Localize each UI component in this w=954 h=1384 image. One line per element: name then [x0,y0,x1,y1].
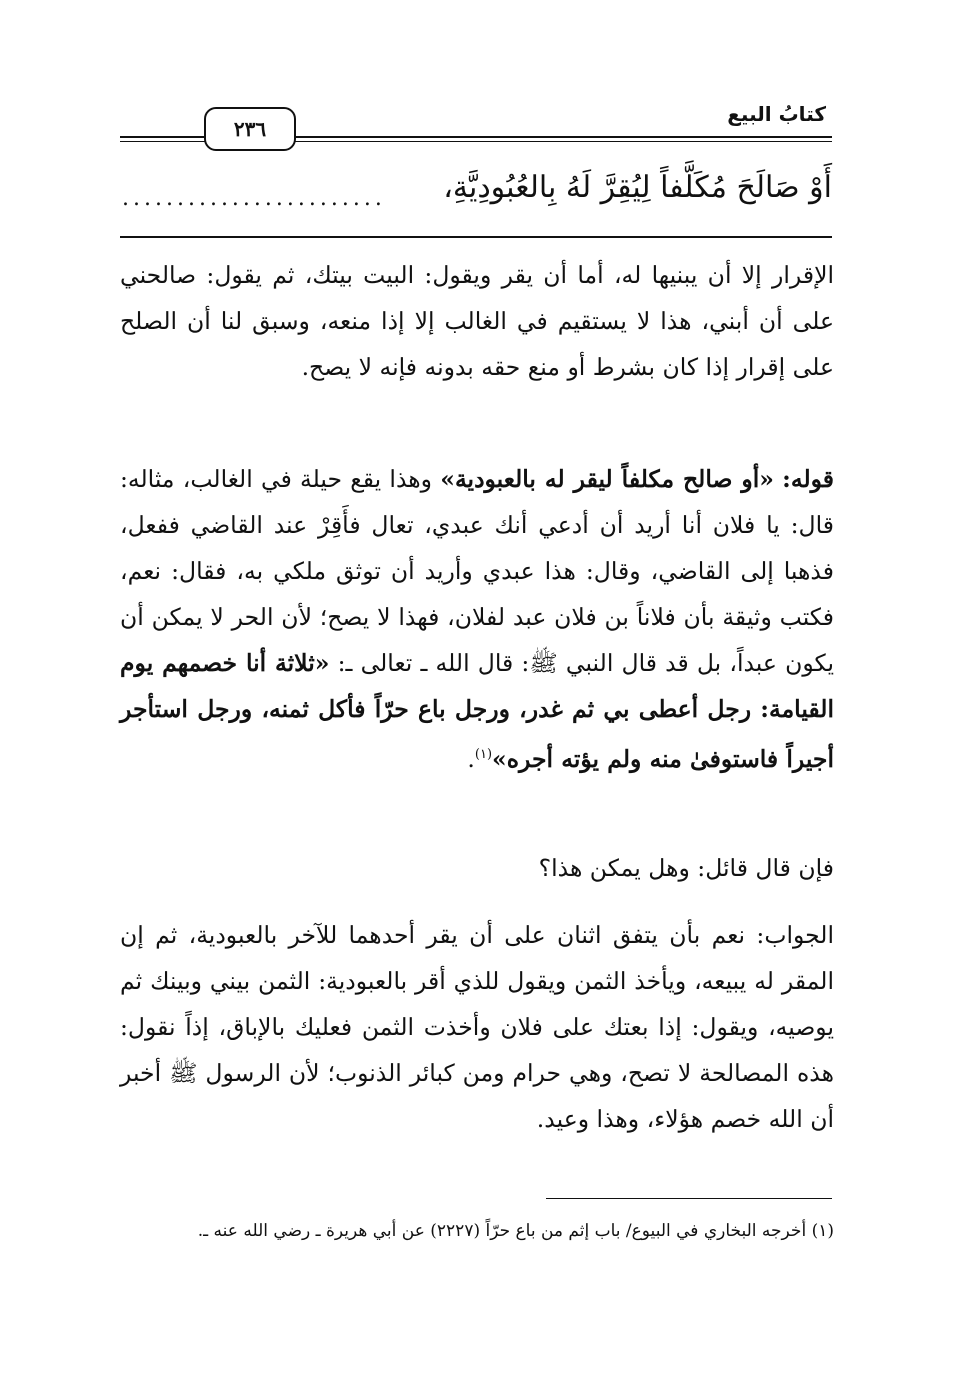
matn-text: أَوْ صَالَحَ مُكَلَّفاً لِيُقِرَّ لَهُ بِالعُبُودِيَّةِ، [443,170,832,205]
running-head-title: كتابُ البيع [721,102,832,126]
footnote-ref[interactable]: (١) [474,747,493,762]
footnote-number: (١) [811,1221,834,1241]
matn-ellipsis: ........................ [122,186,386,211]
body-paragraph: فإن قال قائل: وهل يمكن هذا؟ [538,854,834,882]
body-paragraph: الجواب: نعم بأن يتفق اثنان على أن يقر أحدهما للآخر بالعبودية، ثم إن المقر له يبيعه، ويأخذ الثمن ويقول للذي أقر بالعبودية: الثمن بيني وبينك ثم يوصيه، ويقول: إذا بعتك على فلان وأخذت الثمن فعليك بالإباق، إذاً نقول: هذه المصالحة لا تصح، وهي حرام ومن كبائر الذنوب؛ لأن الرسول ﷺ أخبر أن الله خصم هؤلاء، وهذا وعيد. [120,921,834,1133]
hadith-quote: «ثلاثة أنا خصمهم يوم القيامة: رجل أعطى بي ثم غدر، ورجل باع حرّاً فأكل ثمنه، ورجل استأجر أجيراً فاستوفىٰ منه ولم يؤته أجره» [120,649,834,773]
sentence-end: . [467,744,475,773]
page-number: ٢٣٦ [204,107,296,151]
commentary-lead: قوله: [782,465,834,493]
matn-separator [120,236,832,238]
matn-quote: «أو صالح مكلفاً ليقر له بالعبودية» [440,465,774,493]
footnote-text: أخرجه البخاري في البيوع/ باب إثم من باع حرّاً (٢٢٢٧) عن أبي هريرة ـ رضي الله عنه ـ. [197,1221,807,1241]
footnote-separator [546,1198,832,1199]
body-paragraph [120,456,834,782]
commentary-text: وهذا يقع حيلة في الغالب، مثاله: قال: يا فلان أنا أريد أن أدعي أنك عبدي، تعال فأَقِرْ عند القاضي ففعل، فذهبا إلى القاضي، وقال: هذا عبدي وأريد أن توثق ملكي به، فقال: نعم، فكتب وثيقة بأن فلاناً بن فلان عبد لفلان، فهذا لا يصح؛ لأن الحر لا يمكن أن يكون عبداً، بل قد قال النبي ﷺ: قال الله ـ تعالى ـ: [120,465,835,677]
footnote [120,1214,834,1248]
body-paragraph: الإقرار إلا أن يبنيها له، أما أن يقر ويقول: البيت بيتك، ثم يقول: صالحني على أن أبني، هذا لا يستقيم في الغالب إلا إذا منعه، وسبق لنا أن الصلح على إقرار إذا كان بشرط أو منع حقه بدونه فإنه لا يصح. [120,261,834,381]
